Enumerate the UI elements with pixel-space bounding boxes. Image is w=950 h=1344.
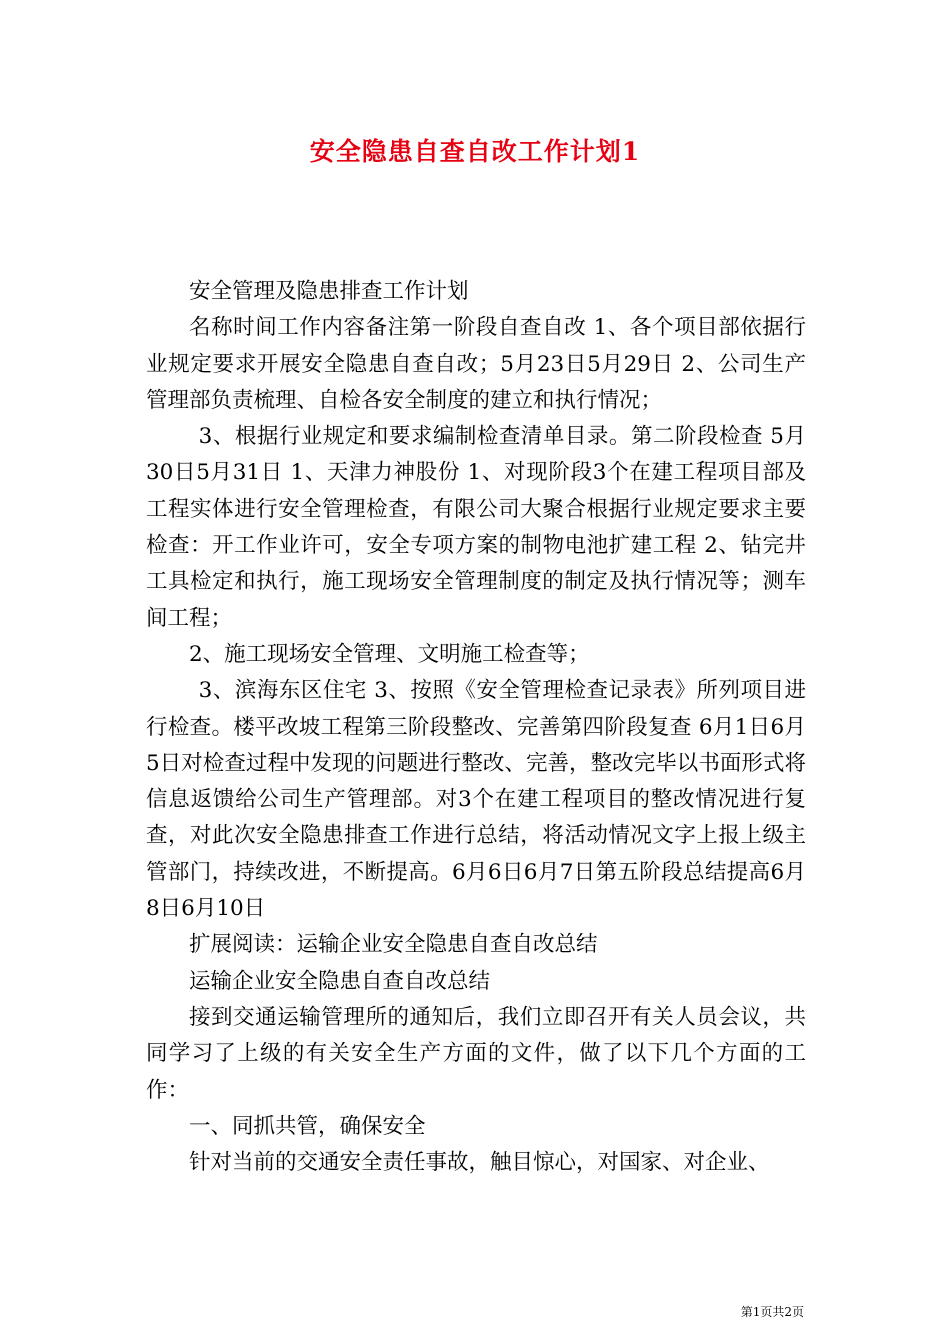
document-title: 安全隐患自查自改工作计划1 [309, 137, 641, 166]
paragraph: 针对当前的交通安全责任事故，触目惊心，对国家、对企业、 [189, 1150, 770, 1176]
paragraph: 2、施工现场安全管理、文明施工检查等； [189, 641, 590, 667]
paragraph: 名称时间工作内容备注第一阶段自查自改 1、各个项目部依据行业规定要求开展安全隐患自查自改；5月23日5月29日 2、公司生产管理部负责梳理、自检各安全制度的建立和执行情况； [146, 315, 806, 413]
paragraph-subheading: 一、同抓共管，确保安全 [189, 1113, 426, 1139]
paragraph: 3、滨海东区住宅 3、按照《安全管理检查记录表》所列项目进行检查。楼平改坡工程第三阶段整改、完善第四阶段复查 6月1日6月5日对检查过程中发现的问题进行整改、完善，整改完毕以书面形式将信息返馈给公司生产管理部。对3个在建工程项目的整改情况进行复查，对此次安全隐患排查工作进行总结，将活动情况文字上报上级主管部门，持续改进，不断提高。6月6日6月7日第五阶段总结提高6月8日6月10日 [146, 678, 806, 922]
paragraph: 3、根据行业规定和要求编制检查清单目录。第二阶段检查 5月30日5月31日 1、天津力神股份 1、对现阶段3个在建工程项目部及工程实体进行安全管理检查，有限公司大聚合根据行业规定要求主要检查：开工作业许可，安全专项方案的制物电池扩建工程 2、钻完井工具检定和执行，施工现场安全管理制度的制定及执行情况等；测车间工程； [146, 424, 806, 631]
paragraph: 接到交通运输管理所的通知后，我们立即召开有关人员会议，共同学习了上级的有关安全生产方面的文件，做了以下几个方面的工作： [146, 1004, 806, 1103]
paragraph-section-title: 运输企业安全隐患自查自改总结 [189, 968, 491, 994]
document-body [146, 274, 806, 1181]
page-number: 第1页共2页 [740, 1305, 804, 1319]
paragraph-extended-reading: 扩展阅读：运输企业安全隐患自查自改总结 [189, 932, 598, 958]
paragraph-heading: 安全管理及隐患排查工作计划 [189, 279, 469, 304]
